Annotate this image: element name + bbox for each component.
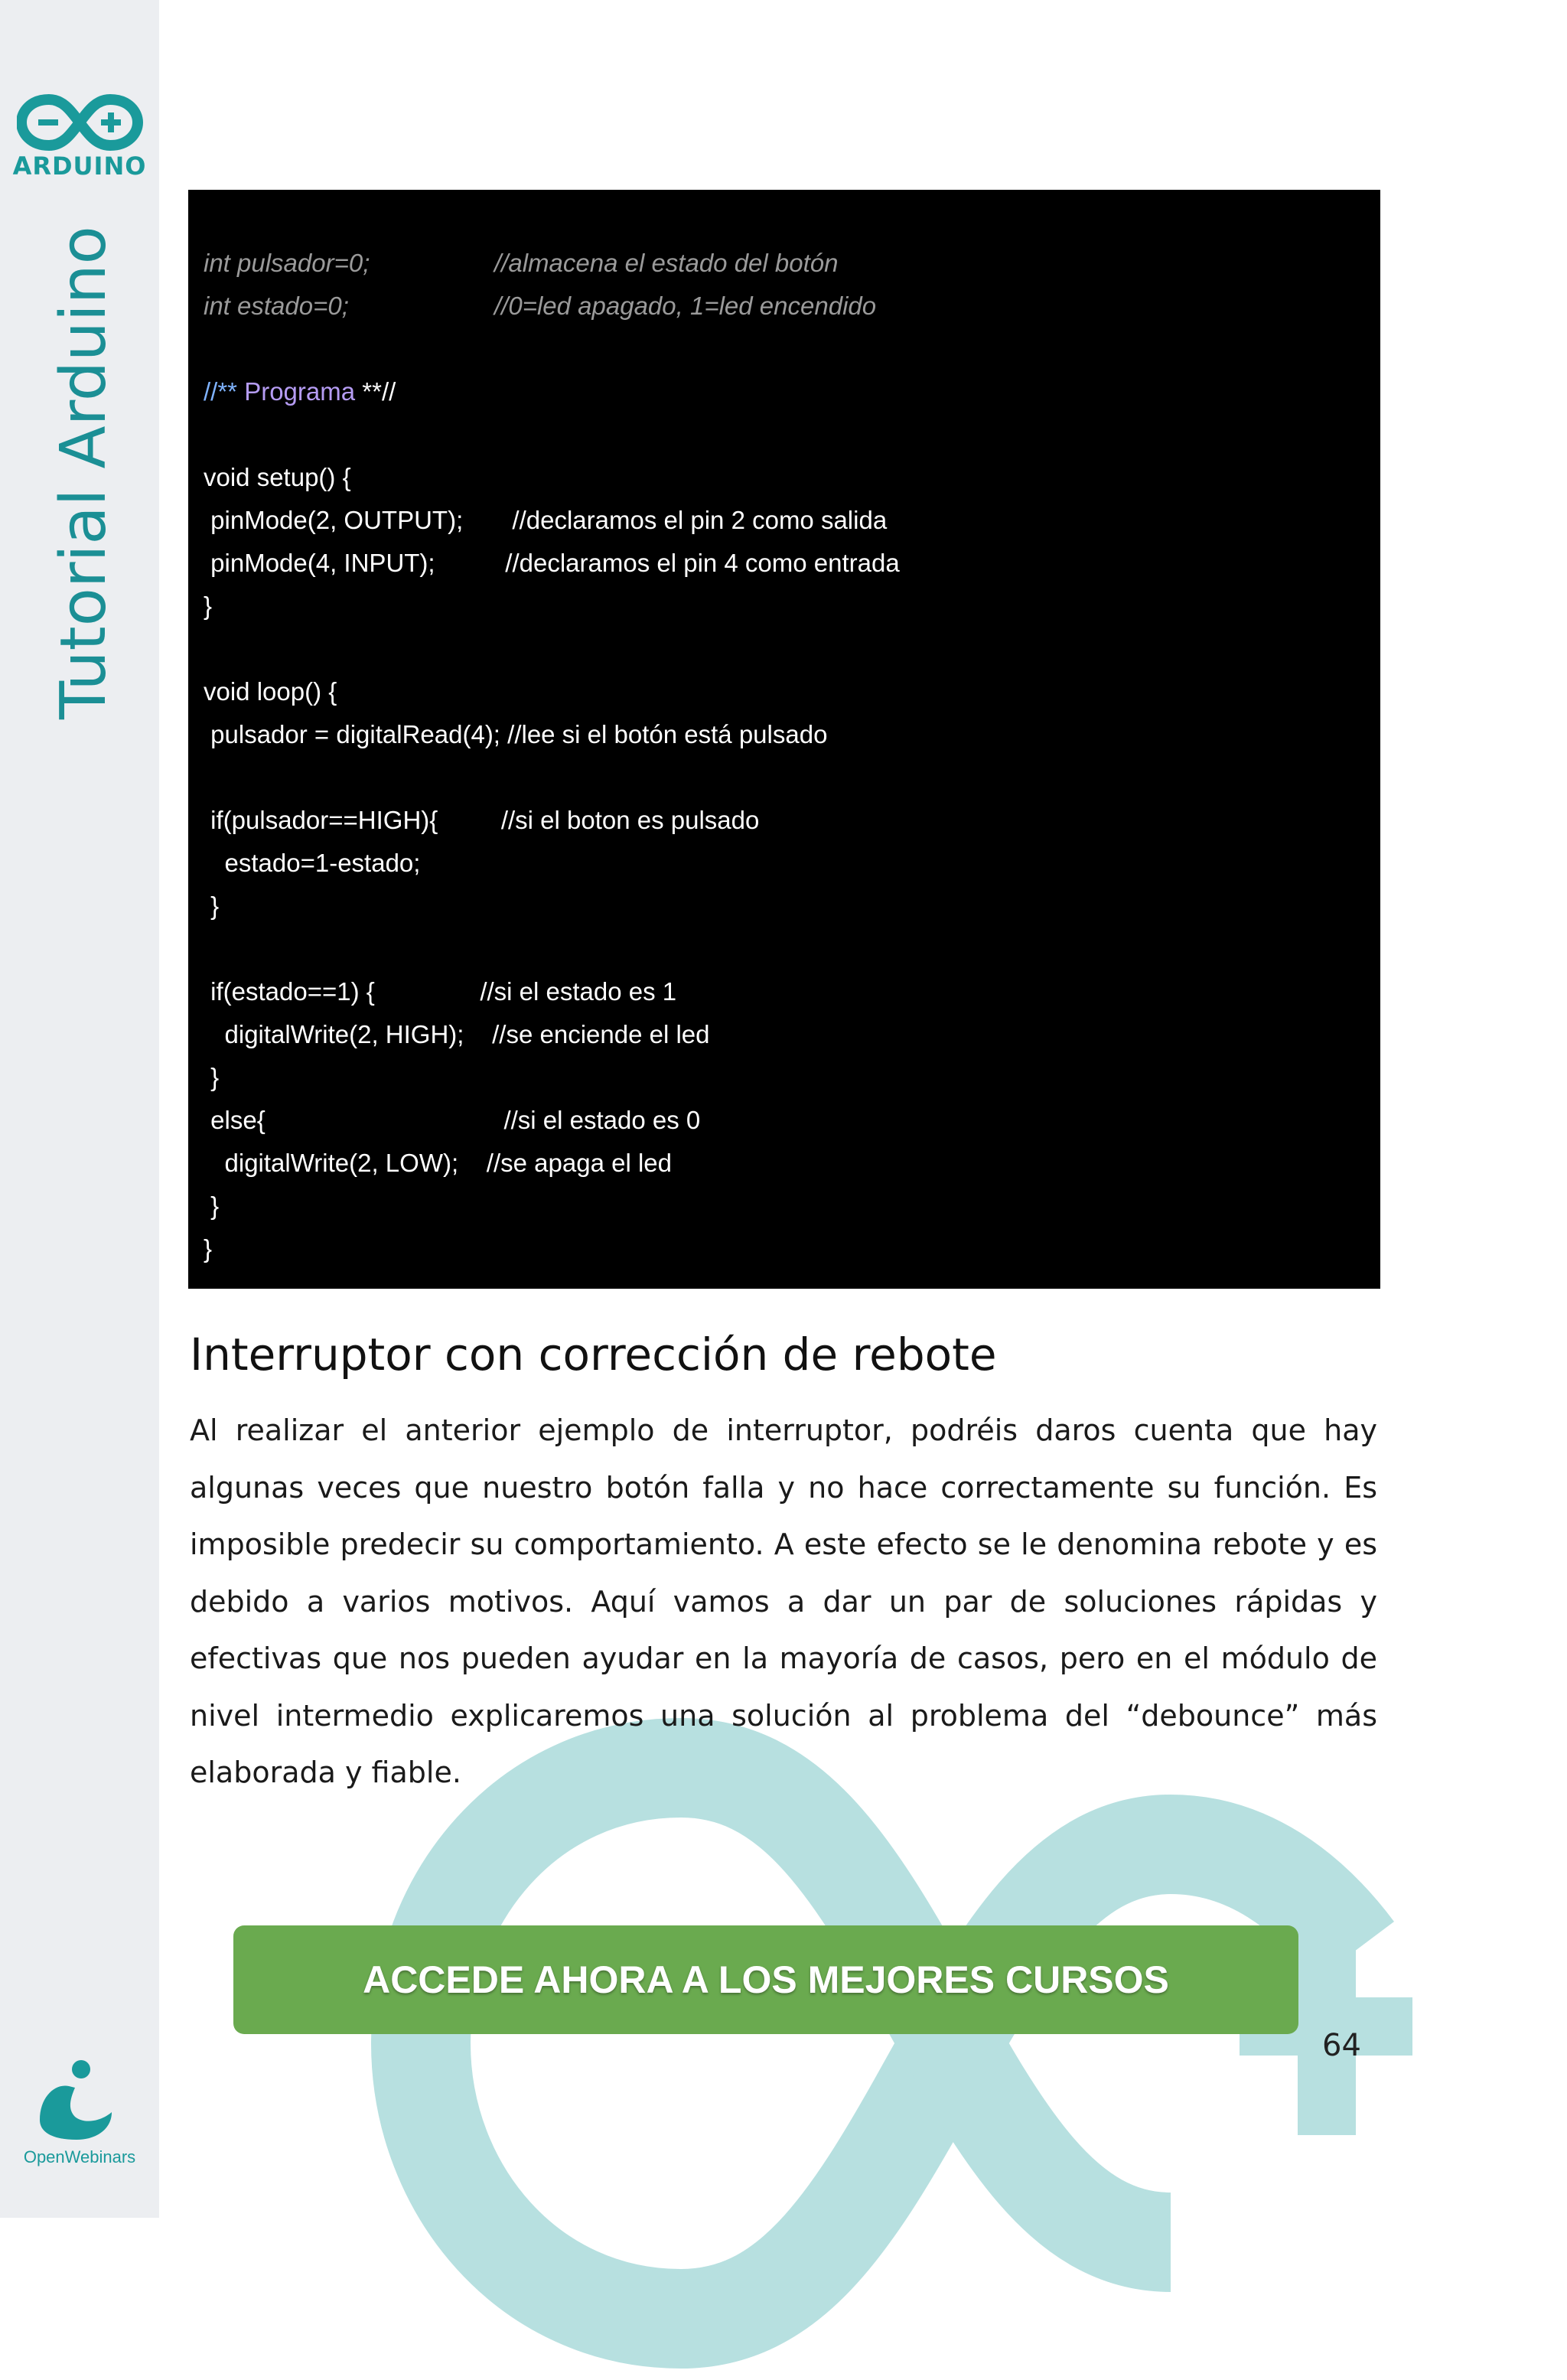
code-line: digitalWrite(2, HIGH); //se enciende el led	[204, 1020, 710, 1048]
vertical-title: Tutorial Arduino	[47, 226, 120, 719]
openwebinars-brand-text: OpenWebinars	[23, 2147, 136, 2166]
arduino-brand-text: ARDUINO	[12, 152, 147, 181]
code-line: //** Programa **//	[204, 377, 396, 406]
code-line: pinMode(2, OUTPUT); //declaramos el pin 2 como salida	[204, 506, 888, 534]
code-line: pinMode(4, INPUT); //declaramos el pin 4 como entrada	[204, 549, 900, 577]
code-block	[188, 190, 1380, 1289]
code-line: else{ //si el estado es 0	[204, 1106, 701, 1134]
code-line: digitalWrite(2, LOW); //se apaga el led	[204, 1149, 672, 1177]
courses-cta-button[interactable]: ACCEDE AHORA A LOS MEJORES CURSOS	[233, 1925, 1298, 2034]
section-heading: Interruptor con corrección de rebote	[190, 1329, 997, 1381]
sidebar	[0, 0, 159, 2218]
code-line: }	[204, 892, 220, 920]
code-line: estado=1-estado;	[204, 849, 421, 877]
openwebinars-logo-icon	[32, 2059, 124, 2143]
page-number: 64	[1322, 2028, 1361, 2063]
code-line: pulsador = digitalRead(4); //lee si el botón está pulsado	[204, 720, 828, 748]
code-line: if(pulsador==HIGH){ //si el boton es pulsado	[204, 806, 760, 834]
code-line: void loop() {	[204, 677, 337, 706]
code-line: void setup() {	[204, 463, 351, 491]
code-line: int pulsador=0; //almacena el estado del botón	[204, 249, 839, 277]
code-line: }	[204, 1234, 213, 1263]
code-line: }	[204, 592, 213, 620]
code-line: int estado=0; //0=led apagado, 1=led encendido	[204, 292, 877, 320]
code-line: }	[204, 1192, 220, 1220]
arduino-logo-icon	[17, 92, 143, 153]
code-line: }	[204, 1063, 220, 1091]
code-line: if(estado==1) { //si el estado es 1	[204, 977, 677, 1006]
body-paragraph: Al realizar el anterior ejemplo de interruptor, podréis daros cuenta que hay algunas veces que nuestro botón falla y no hace correctamente su función. Es imposible predecir su comportamiento. A este efecto se le denomina rebote y es debido a varios motivos. Aquí vamos a dar un par de soluciones rápidas y efectivas que nos pueden ayudar en la mayoría de casos, pero en el módulo de nivel intermedio explicaremos una solución al problema del “debounce” más elaborada y fiable.	[190, 1413, 1377, 1789]
